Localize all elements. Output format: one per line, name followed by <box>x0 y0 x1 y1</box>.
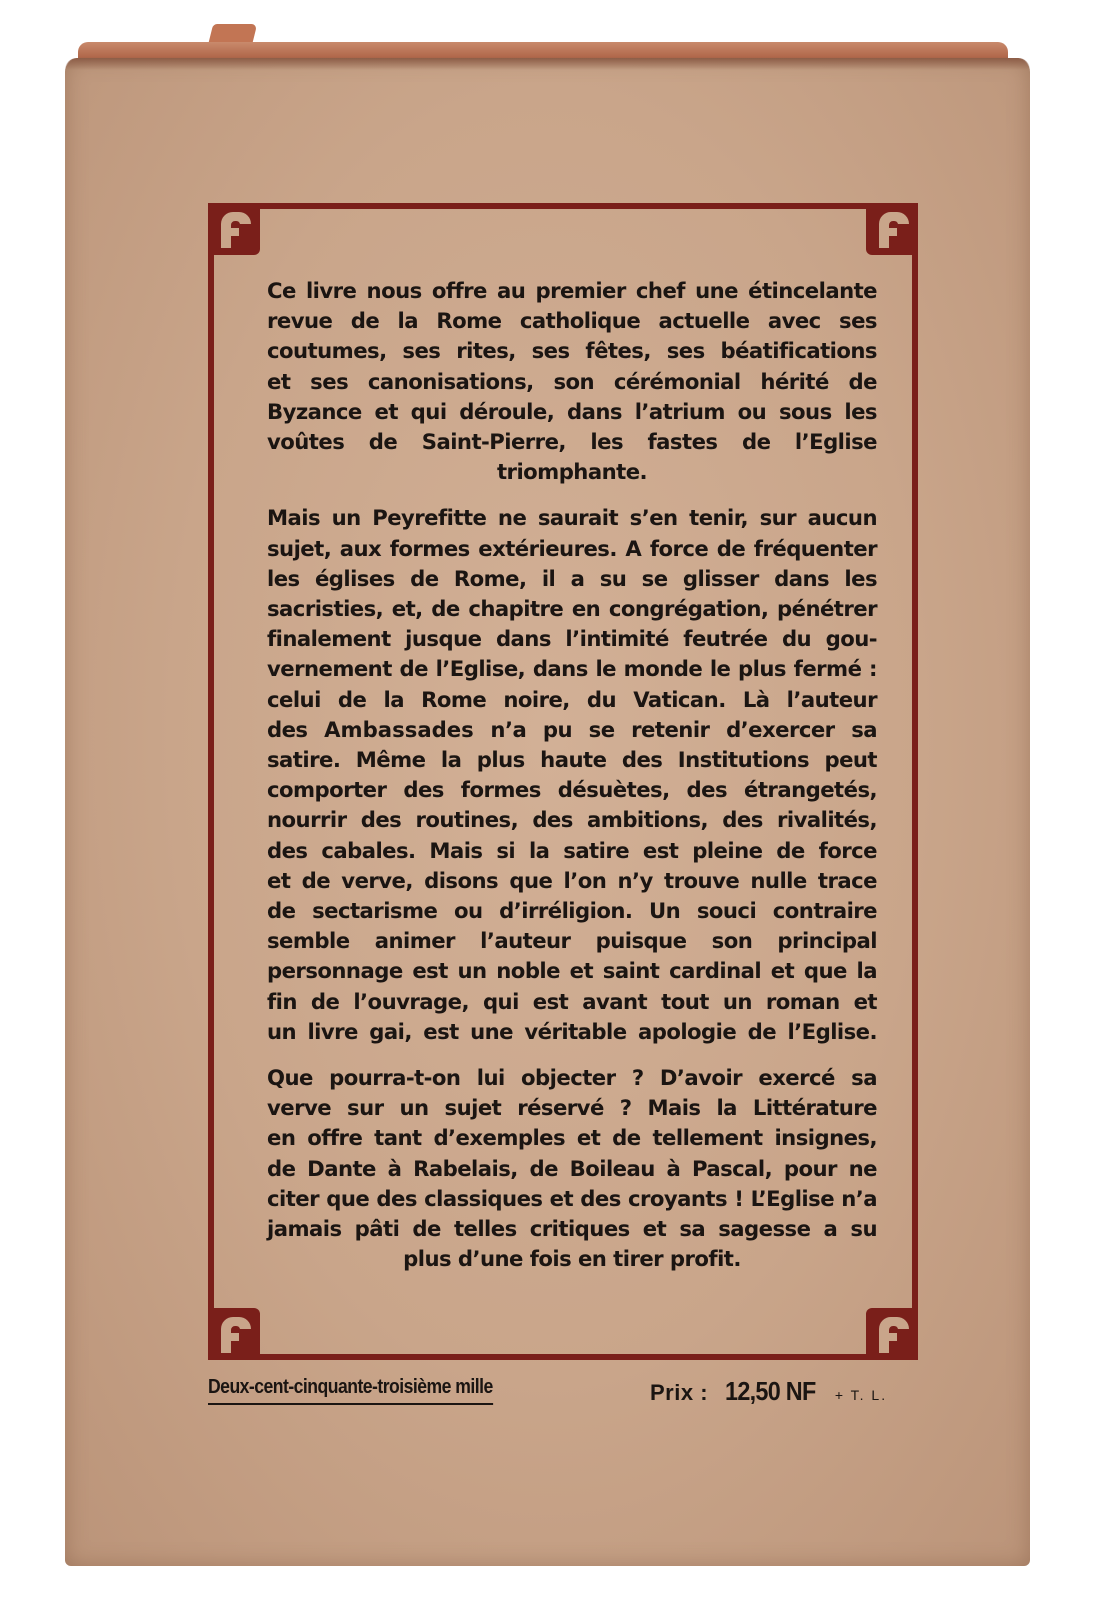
cover-footer <box>208 1376 928 1416</box>
text-line: un livre gai, est une véritable apologie de l’Eglise. <box>267 1018 877 1044</box>
printing-edition-label: Deux-cent-cinquante-troisième mille <box>208 1376 493 1405</box>
text-line: voûtes de Saint-Pierre, les fastes de l’Eglise <box>267 429 877 455</box>
text-line: fin de l’ouvrage, qui est avant tout un roman et <box>267 988 877 1014</box>
text-line: Que pourra-t-on lui objecter ? D’avoir exercé sa <box>267 1065 877 1091</box>
paragraph-1 <box>267 276 877 487</box>
price-tax-note: + T. L. <box>834 1387 888 1403</box>
text-line: et de verve, disons que l’on n’y trouve nulle trace <box>267 867 877 893</box>
text-line: personnage est un noble et saint cardinal et que la <box>267 958 877 984</box>
text-line: finalement jusque dans l’intimité feutrée du gou- <box>267 626 877 652</box>
text-fragment: des <box>267 716 308 742</box>
text-line: sacristies, et, de chapitre en congrégation, pénétrer <box>267 596 877 622</box>
text-line-with-title <box>267 715 877 745</box>
price-label: Prix : <box>650 1380 709 1405</box>
text-line: semble animer l’auteur puisque son principal <box>267 928 877 954</box>
text-line: coutumes, ses rites, ses fêtes, ses béatifications <box>267 338 877 364</box>
text-line: et ses canonisations, son cérémonial hérité de <box>267 368 877 394</box>
text-line: en offre tant d’exemples et de tellement insignes, <box>267 1125 877 1151</box>
text-fragment: n’a pu se retenir d’exercer sa <box>490 716 878 742</box>
text-line: revue de la Rome catholique actuelle avec ses <box>267 308 877 334</box>
price <box>650 1376 887 1407</box>
paragraph-2 <box>267 503 877 1047</box>
corner-f-logo-icon-bottom-right <box>866 1308 918 1360</box>
text-line: jamais pâti de telles critiques et sa sagesse a su <box>267 1216 877 1242</box>
corner-f-logo-icon-bottom-left <box>208 1308 260 1360</box>
paragraph-3 <box>267 1063 877 1274</box>
text-line: les églises de Rome, il a su se glisser dans les <box>267 565 877 591</box>
text-line: de Dante à Rabelais, de Boileau à Pascal, pour ne <box>267 1155 877 1181</box>
book-title-ambassades: Ambassades <box>324 716 474 742</box>
text-line: Byzance et qui déroule, dans l’atrium ou sous les <box>267 398 877 424</box>
price-value: 12,50 NF <box>725 1376 816 1406</box>
corner-f-logo-icon-top-left <box>208 203 260 255</box>
decorative-frame <box>208 203 918 1360</box>
text-line: nourrir des routines, des ambitions, des rivalités, <box>267 807 877 833</box>
text-line: comporter des formes désuètes, des étrangetés, <box>267 777 877 803</box>
text-line: des cabales. Mais si la satire est pleine de force <box>267 837 877 863</box>
text-line: Mais un Peyrefitte ne saurait s’en tenir, sur aucun <box>267 505 877 531</box>
text-line: de sectarisme ou d’irréligion. Un souci contraire <box>267 898 877 924</box>
text-line: celui de la Rome noire, du Vatican. Là l’auteur <box>267 686 877 712</box>
text-line: triomphante. <box>496 459 648 485</box>
book-back-cover <box>65 58 1030 1566</box>
text-line: Ce livre nous offre au premier chef une étincelante <box>267 278 877 303</box>
text-line: verve sur un sujet réservé ? Mais la Littérature <box>267 1095 877 1121</box>
text-line: vernement de l’Eglise, dans le monde le plus fermé : <box>267 656 877 682</box>
corner-f-logo-icon-top-right <box>866 203 918 255</box>
text-line: citer que des classiques et des croyants ! L’Eglise n’a <box>267 1185 877 1211</box>
text-line: satire. Même la plus haute des Institutions peut <box>267 747 877 773</box>
text-line: plus d’une fois en tirer profit. <box>403 1246 741 1272</box>
text-line: sujet, aux formes extérieures. A force de fréquenter <box>267 535 877 561</box>
blurb-text <box>267 276 877 1291</box>
